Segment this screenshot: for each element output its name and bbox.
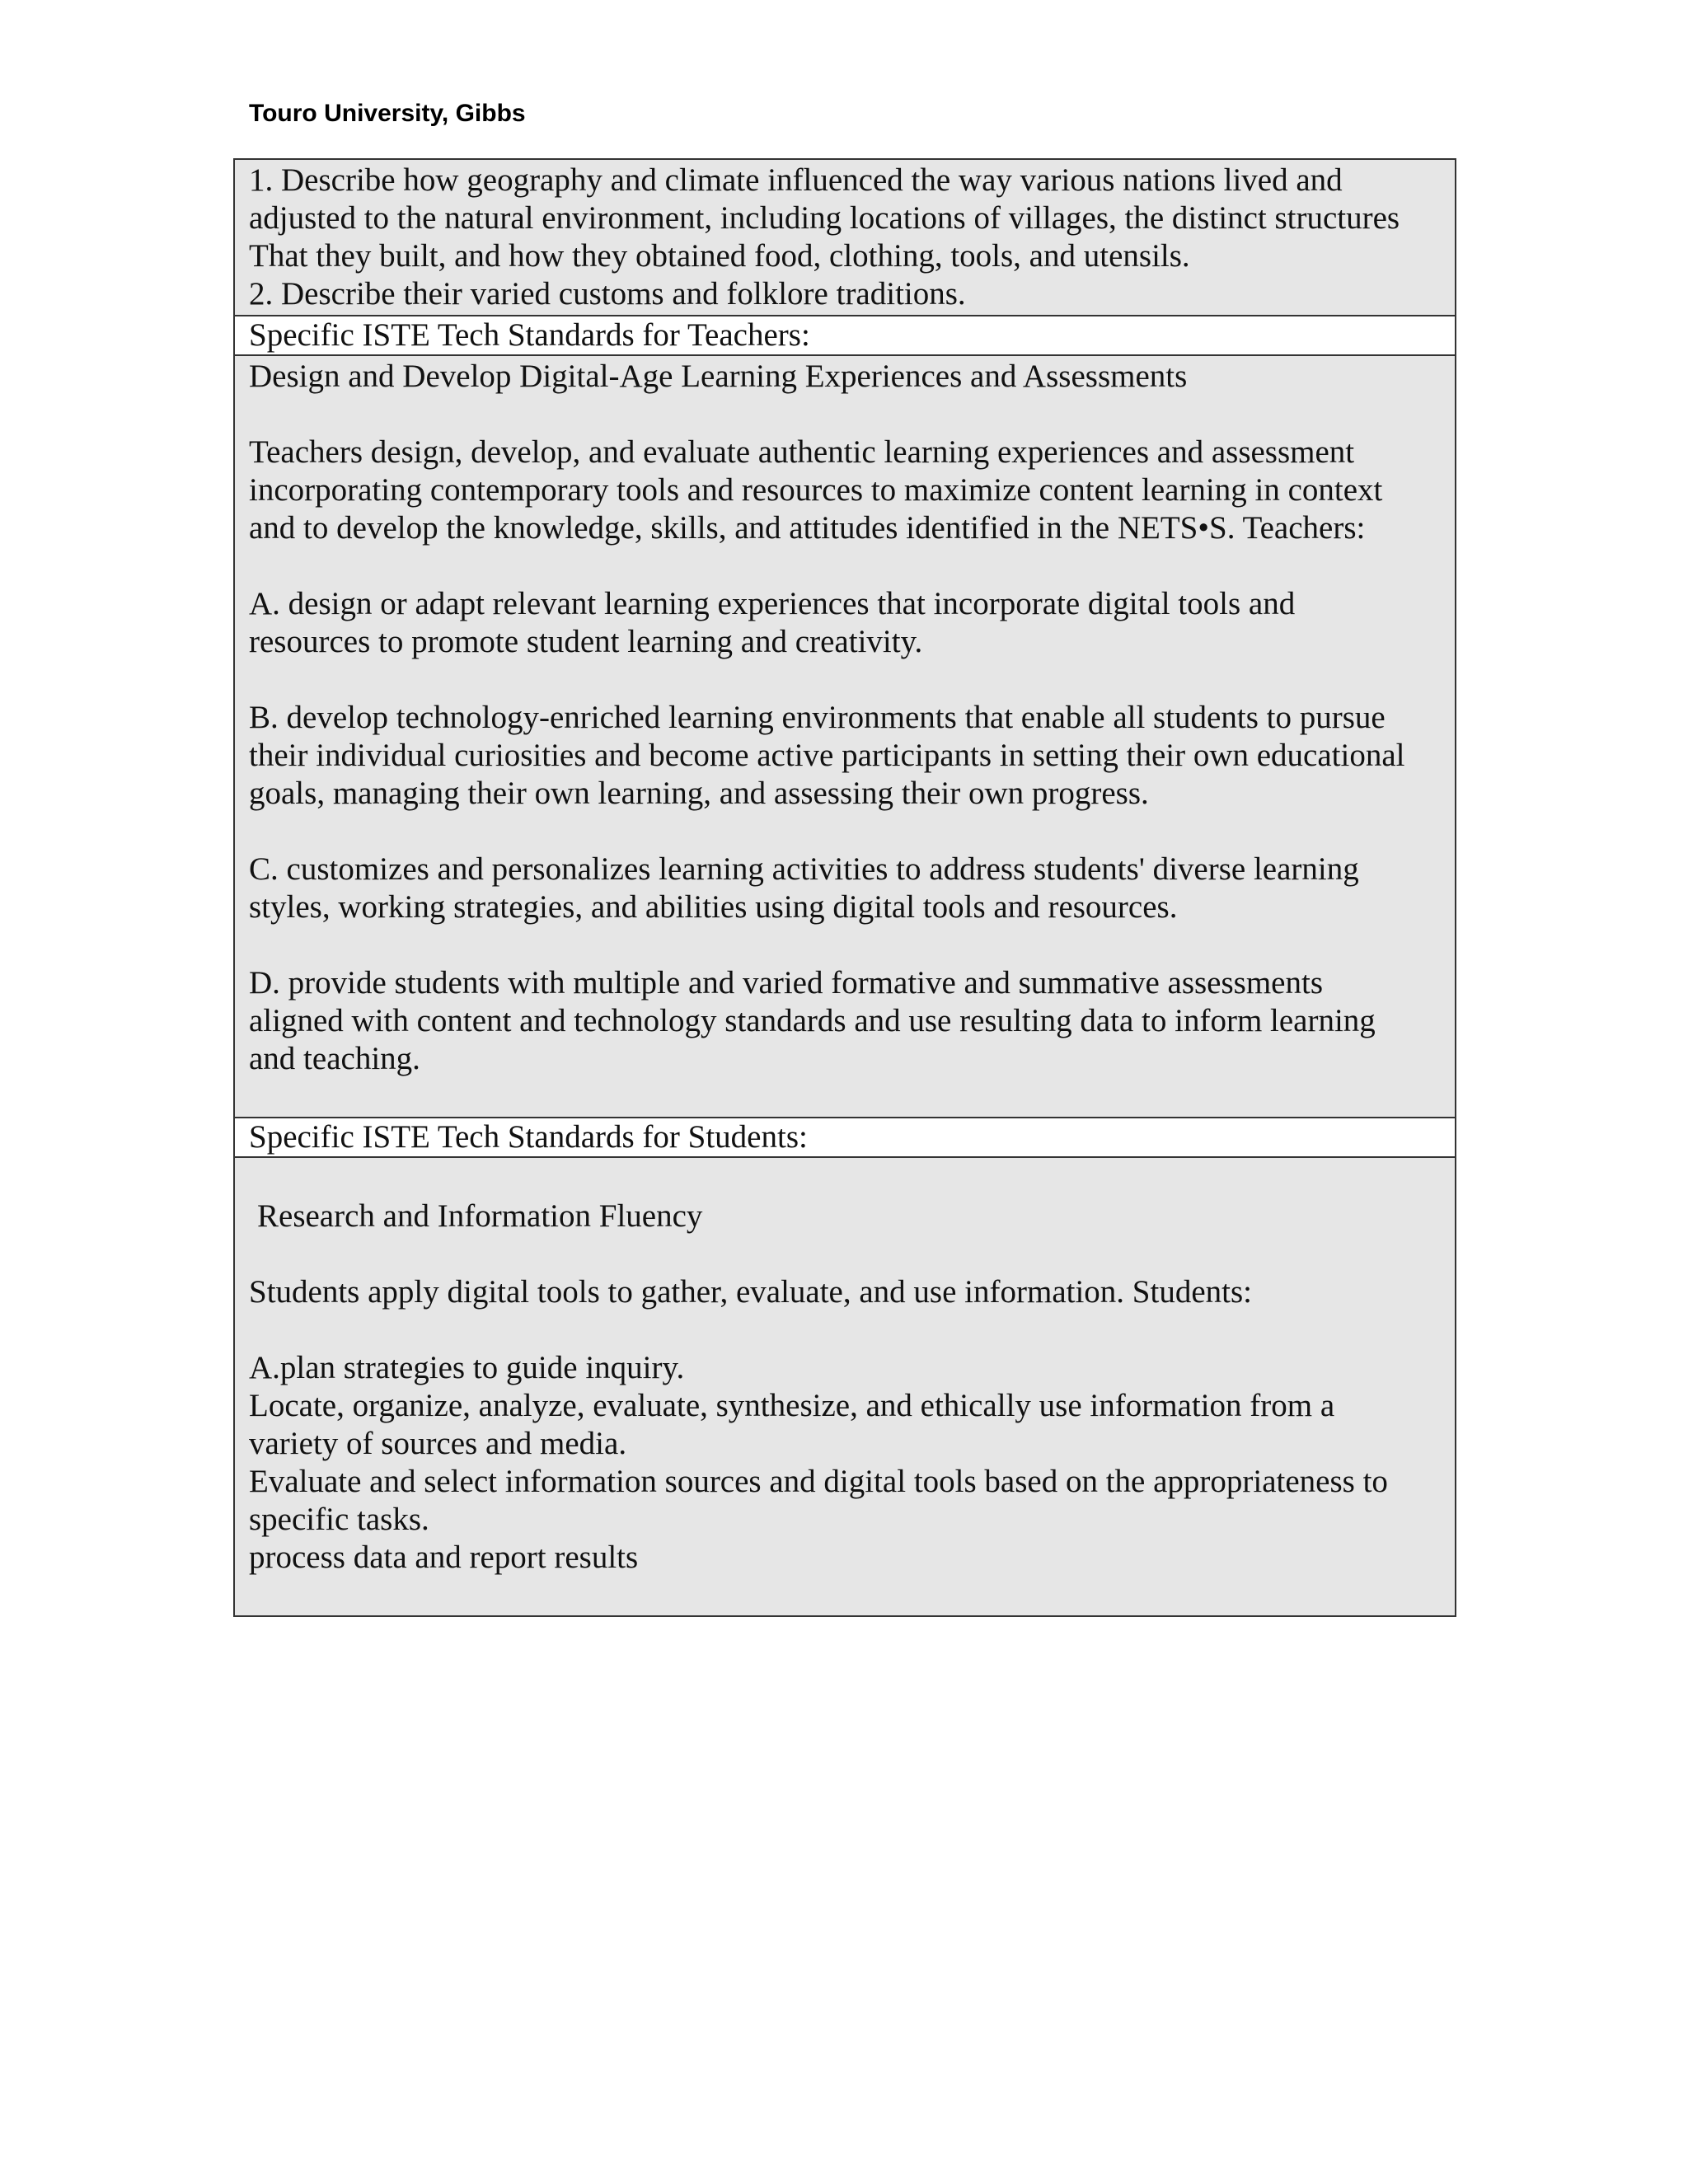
teacher-standards-heading-cell — [235, 315, 1455, 354]
student-item-line: Locate, organize, analyze, evaluate, synthesize, and ethically use information from a — [249, 1388, 1335, 1423]
teacher-item-d-line: aligned with content and technology standards and use resulting data to inform learning — [249, 1003, 1376, 1038]
student-item-line: variety of sources and media. — [249, 1426, 627, 1461]
teacher-item-d-line: and teaching. — [249, 1041, 420, 1076]
teacher-item-d-line: D. provide students with multiple and varied formative and summative assessments — [249, 965, 1323, 1001]
student-standards-cell — [235, 1156, 1455, 1615]
objective-line: adjusted to the natural environment, including locations of villages, the distinct structures — [249, 200, 1400, 236]
spacer — [249, 661, 1447, 699]
student-item-line: A.plan strategies to guide inquiry. — [249, 1350, 685, 1385]
student-item-line: specific tasks. — [249, 1502, 429, 1537]
objective-line: 1. Describe how geography and climate influenced the way various nations lived and — [249, 162, 1343, 198]
student-intro-line: Students apply digital tools to gather, evaluate, and use information. Students: — [249, 1274, 1252, 1310]
teacher-intro-line: and to develop the knowledge, skills, and attitudes identified in the NETS•S. Teachers: — [249, 510, 1366, 546]
teacher-standards-cell — [235, 354, 1455, 1117]
teacher-intro-line: Teachers design, develop, and evaluate authentic learning experiences and assessment — [249, 434, 1355, 470]
objectives-cell — [235, 160, 1455, 315]
spacer — [249, 396, 1447, 434]
objective-line: That they built, and how they obtained food, clothing, tools, and utensils. — [249, 238, 1190, 274]
spacer — [249, 1311, 1447, 1349]
teacher-item-b-line: goals, managing their own learning, and assessing their own progress. — [249, 776, 1149, 811]
teacher-item-c-line: styles, working strategies, and abilities using digital tools and resources. — [249, 889, 1178, 925]
objective-line: 2. Describe their varied customs and folklore traditions. — [249, 276, 966, 312]
student-standards-heading-cell — [235, 1117, 1455, 1156]
teacher-standards-heading: Specific ISTE Tech Standards for Teachers: — [249, 317, 810, 353]
teacher-item-a-line: resources to promote student learning and creativity. — [249, 624, 923, 659]
spacer — [249, 813, 1447, 851]
student-item-line: Evaluate and select information sources and digital tools based on the appropriateness to — [249, 1464, 1388, 1499]
spacer — [249, 1235, 1447, 1273]
student-standards-heading: Specific ISTE Tech Standards for Students: — [249, 1119, 808, 1155]
teacher-standards-title: Design and Develop Digital-Age Learning Experiences and Assessments — [249, 359, 1188, 394]
teacher-item-c-line: C. customizes and personalizes learning activities to address students' diverse learning — [249, 851, 1359, 887]
teacher-item-b-line: B. develop technology-enriched learning environments that enable all students to pursue — [249, 700, 1386, 735]
spacer — [249, 926, 1447, 964]
student-standards-title: Research and Information Fluency — [257, 1198, 703, 1234]
lesson-standards-table — [233, 158, 1456, 1617]
student-item-line: process data and report results — [249, 1540, 639, 1575]
teacher-intro-line: incorporating contemporary tools and resources to maximize content learning in context — [249, 472, 1383, 508]
teacher-item-b-line: their individual curiosities and become active participants in setting their own educational — [249, 738, 1405, 773]
spacer — [249, 547, 1447, 585]
page-header: Touro University, Gibbs — [249, 100, 526, 127]
teacher-item-a-line: A. design or adapt relevant learning experiences that incorporate digital tools and — [249, 586, 1296, 621]
